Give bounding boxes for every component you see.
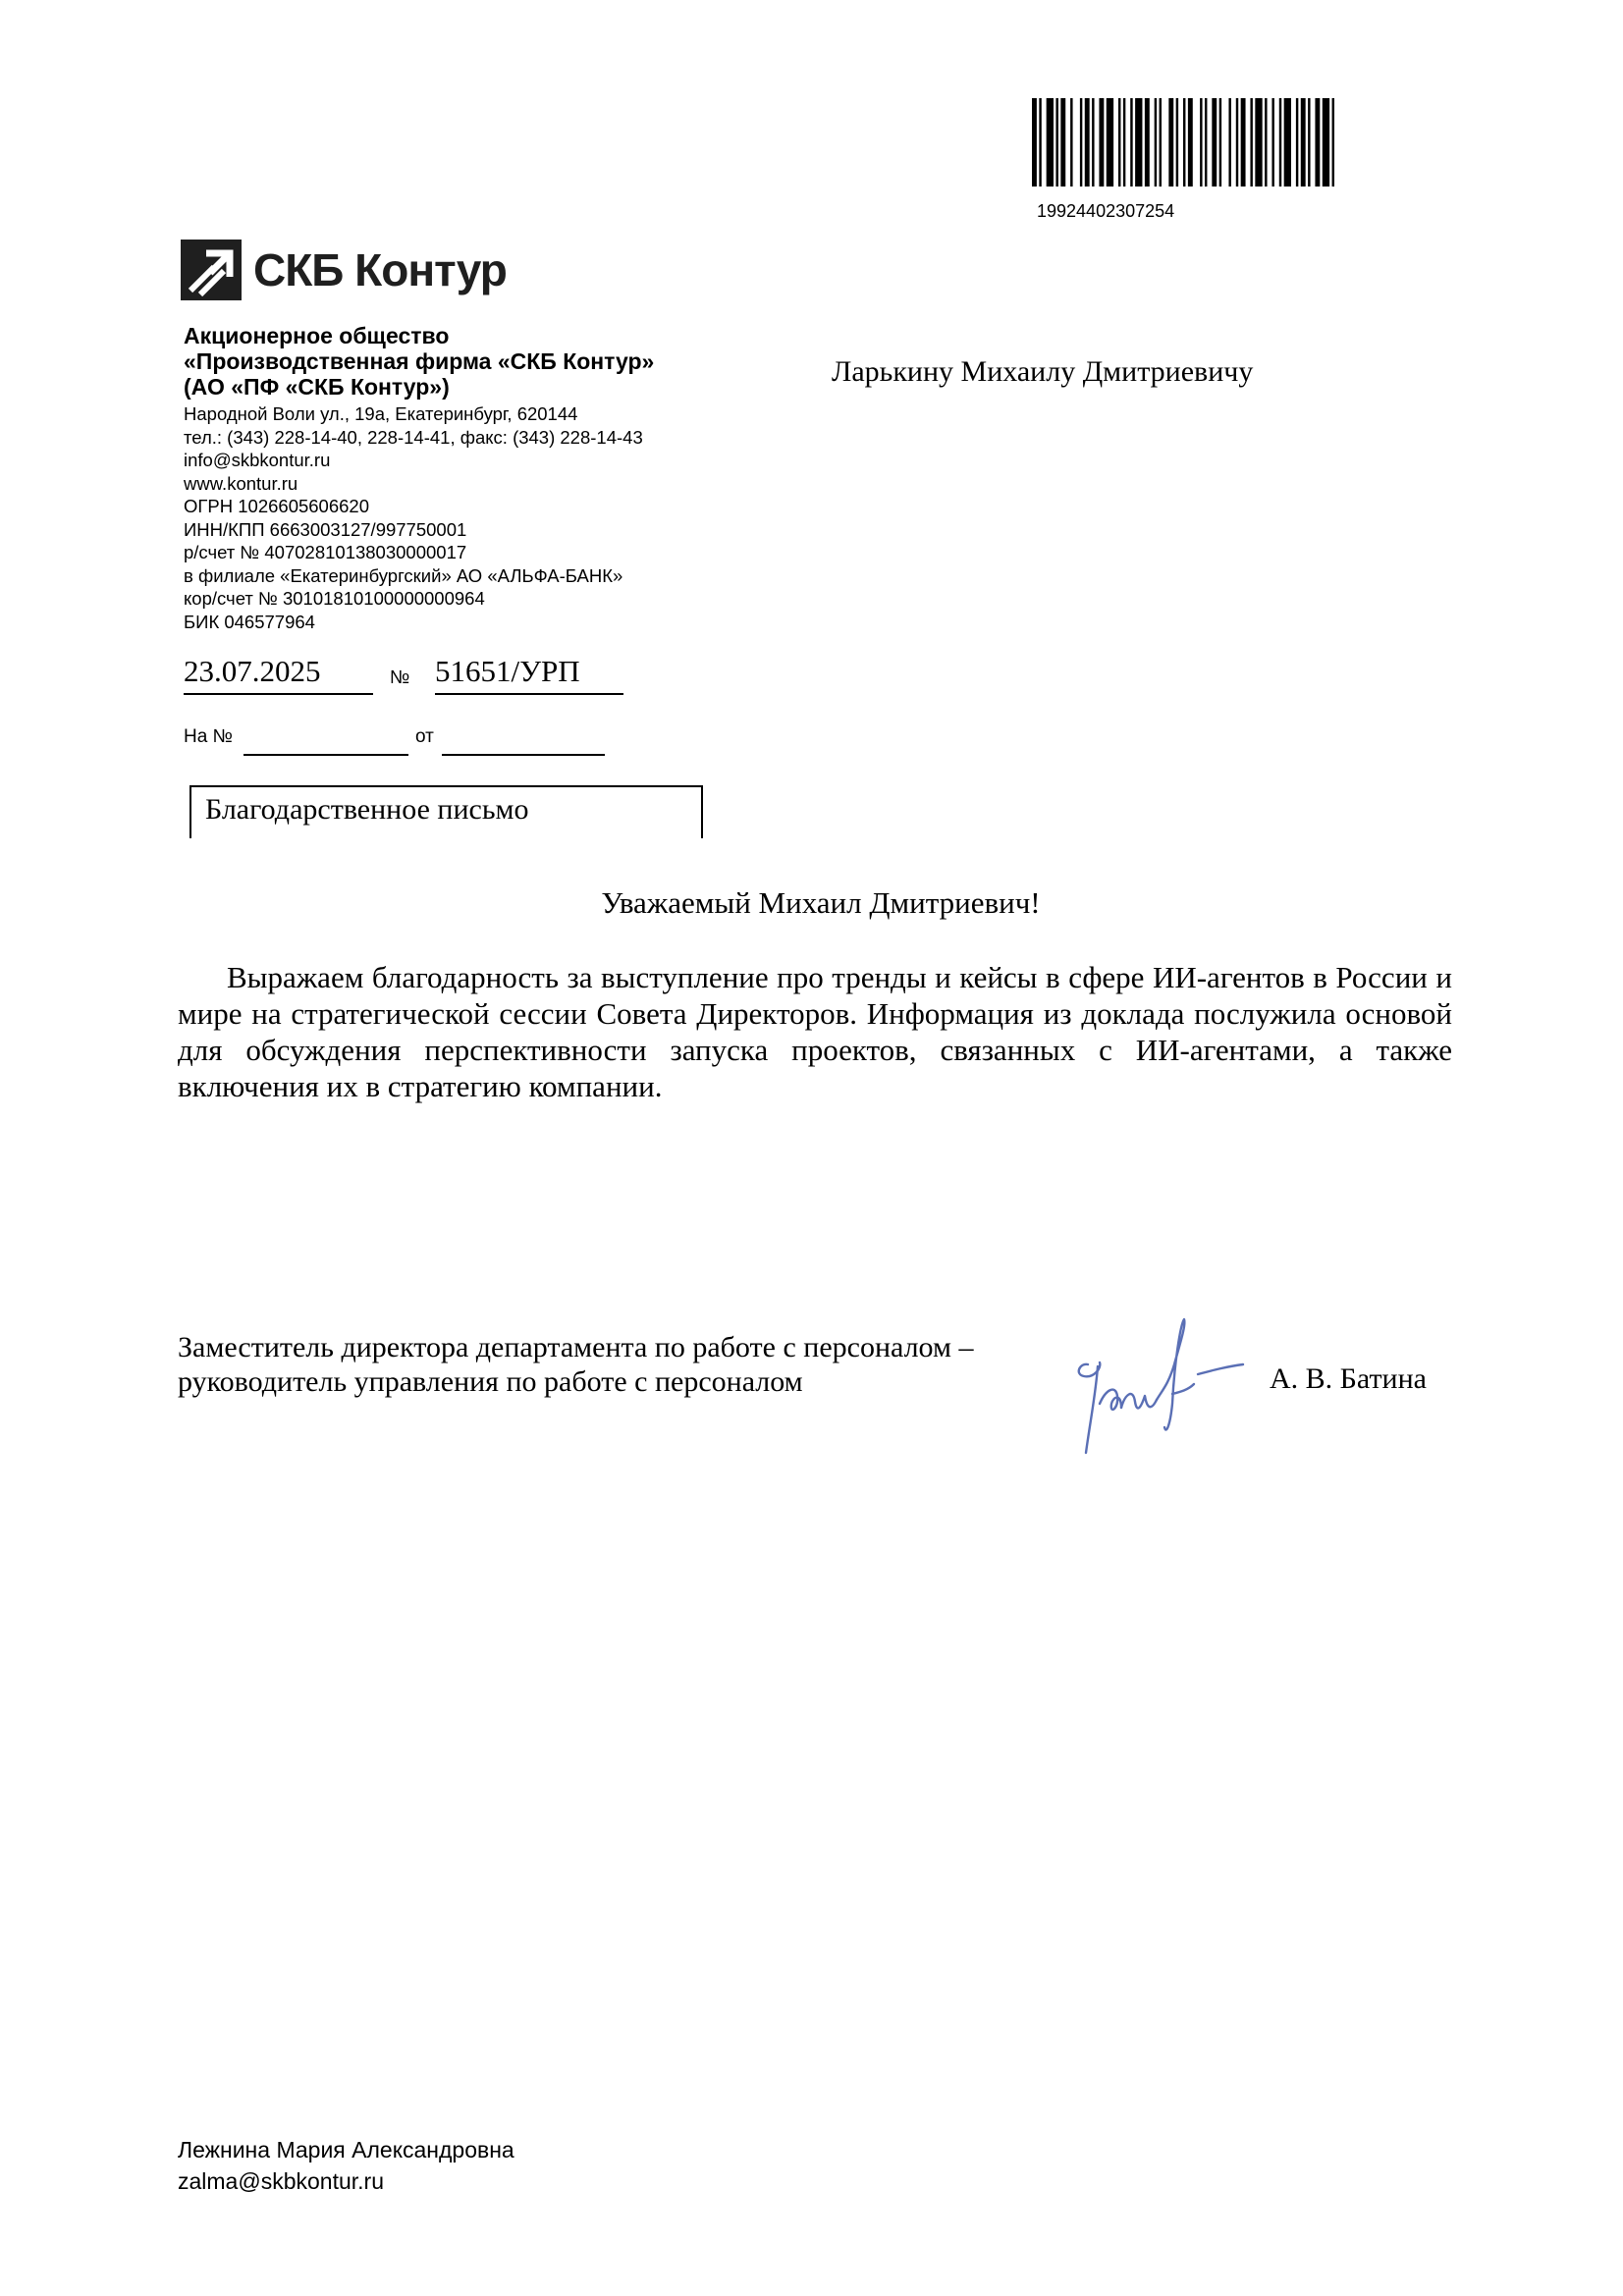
barcode-bar xyxy=(1308,98,1310,187)
barcode-bar xyxy=(1060,98,1065,187)
document-date: 23.07.2025 xyxy=(184,654,373,695)
company-ogrn: ОГРН 1026605606620 xyxy=(184,496,370,516)
barcode-bar xyxy=(1092,98,1094,187)
company-requisites xyxy=(184,323,733,633)
barcode-bar xyxy=(1168,98,1173,187)
company-name-line: (АО «ПФ «СКБ Контур») xyxy=(184,374,450,400)
barcode-bar xyxy=(1219,98,1221,187)
barcode-bar xyxy=(1145,98,1150,187)
number-sign: № xyxy=(390,667,410,688)
barcode-bar xyxy=(1315,98,1320,187)
barcode-bar xyxy=(1301,98,1306,187)
barcode-bar xyxy=(1296,98,1298,187)
barcode-bar xyxy=(1236,98,1238,187)
barcode-bar xyxy=(1047,98,1054,187)
barcode-bar xyxy=(1130,98,1132,187)
barcode-bar xyxy=(1107,98,1113,187)
barcode-bar xyxy=(1123,98,1125,187)
barcode-bar xyxy=(1155,98,1157,187)
company-account: р/счет № 40702810138030000017 xyxy=(184,542,467,562)
company-website: www.kontur.ru xyxy=(184,472,298,494)
letter-body: Выражаем благодарность за выступление про тренды и кейсы в сфере ИИ-агентов в России и мире на стратегической сессии Совета Директоров. Информация из доклада послужила основой для обсуждения перспективности запуска проектов, связанных с ИИ-агентами, а также включения их в стратегию компании. xyxy=(178,960,1452,1103)
greeting: Уважаемый Михаил Дмитриевич! xyxy=(601,885,1041,920)
barcode-bar xyxy=(1070,98,1072,187)
barcode-number: 19924402307254 xyxy=(1037,201,1175,221)
company-corr-account: кор/счет № 30101810100000000964 xyxy=(184,588,485,609)
company-name-line: Акционерное общество xyxy=(184,323,450,348)
company-name-line: «Производственная фирма «СКБ Контур» xyxy=(184,348,655,374)
signer-position xyxy=(178,1330,973,1399)
barcode-bar xyxy=(1284,98,1291,187)
reference-number-line xyxy=(243,754,408,756)
barcode-bar xyxy=(1135,98,1142,187)
logo-text: СКБ Контур xyxy=(253,244,507,295)
barcode-bar xyxy=(1265,98,1267,187)
signer-position-line: руководитель управления по работе с персоналом xyxy=(178,1365,803,1398)
handwritten-signature xyxy=(1051,1306,1276,1472)
barcode-bar xyxy=(1271,98,1273,187)
barcode-bar xyxy=(1099,98,1104,187)
executor-email: zalma@skbkontur.ru xyxy=(178,2168,384,2194)
reference-from-label: от xyxy=(415,726,434,747)
barcode-bar xyxy=(1241,98,1246,187)
barcode-bar xyxy=(1055,98,1057,187)
barcode-bar xyxy=(1212,98,1217,187)
barcode xyxy=(1032,98,1334,187)
barcode-bar xyxy=(1323,98,1329,187)
barcode-bar xyxy=(1255,98,1262,187)
barcode-bar xyxy=(1279,98,1281,187)
company-bank: в филиале «Екатеринбургский» АО «АЛЬФА-БАНК» xyxy=(184,564,623,586)
document-number: 51651/УРП xyxy=(435,654,623,695)
barcode-bar xyxy=(1183,98,1185,187)
barcode-bar xyxy=(1032,98,1037,187)
barcode-bar xyxy=(1080,98,1082,187)
reference-date-line xyxy=(442,754,605,756)
barcode-bar xyxy=(1200,98,1202,187)
barcode-bar xyxy=(1160,98,1162,187)
barcode-bar xyxy=(1250,98,1252,187)
barcode-bar xyxy=(1085,98,1090,187)
company-address: Народной Воли ул., 19а, Екатеринбург, 620144 xyxy=(184,403,578,424)
barcode-bar xyxy=(1332,98,1334,187)
signer-position-line: Заместитель директора департамента по работе с персоналом – xyxy=(178,1331,974,1363)
reference-label: На № xyxy=(184,726,233,747)
barcode-bar xyxy=(1188,98,1193,187)
barcode-bar xyxy=(1176,98,1178,187)
signer-name: А. В. Батина xyxy=(1270,1362,1427,1395)
company-logo xyxy=(181,236,507,304)
barcode-bar xyxy=(1228,98,1230,187)
barcode-bar xyxy=(1205,98,1207,187)
barcode-bar xyxy=(1118,98,1120,187)
executor-info xyxy=(178,2134,514,2197)
company-email: info@skbkontur.ru xyxy=(184,450,331,470)
executor-name: Лежнина Мария Александровна xyxy=(178,2137,514,2163)
barcode-bar xyxy=(1039,98,1041,187)
addressee: Ларькину Михаилу Дмитриевичу xyxy=(832,355,1254,388)
company-bik: БИК 046577964 xyxy=(184,611,315,632)
company-inn-kpp: ИНН/КПП 6663003127/997750001 xyxy=(184,518,467,540)
company-phones: тел.: (343) 228-14-40, 228-14-41, факс: (343) 228-14-43 xyxy=(184,426,643,448)
document-subject: Благодарственное письмо xyxy=(205,793,529,826)
kontur-logo-icon xyxy=(181,240,242,300)
